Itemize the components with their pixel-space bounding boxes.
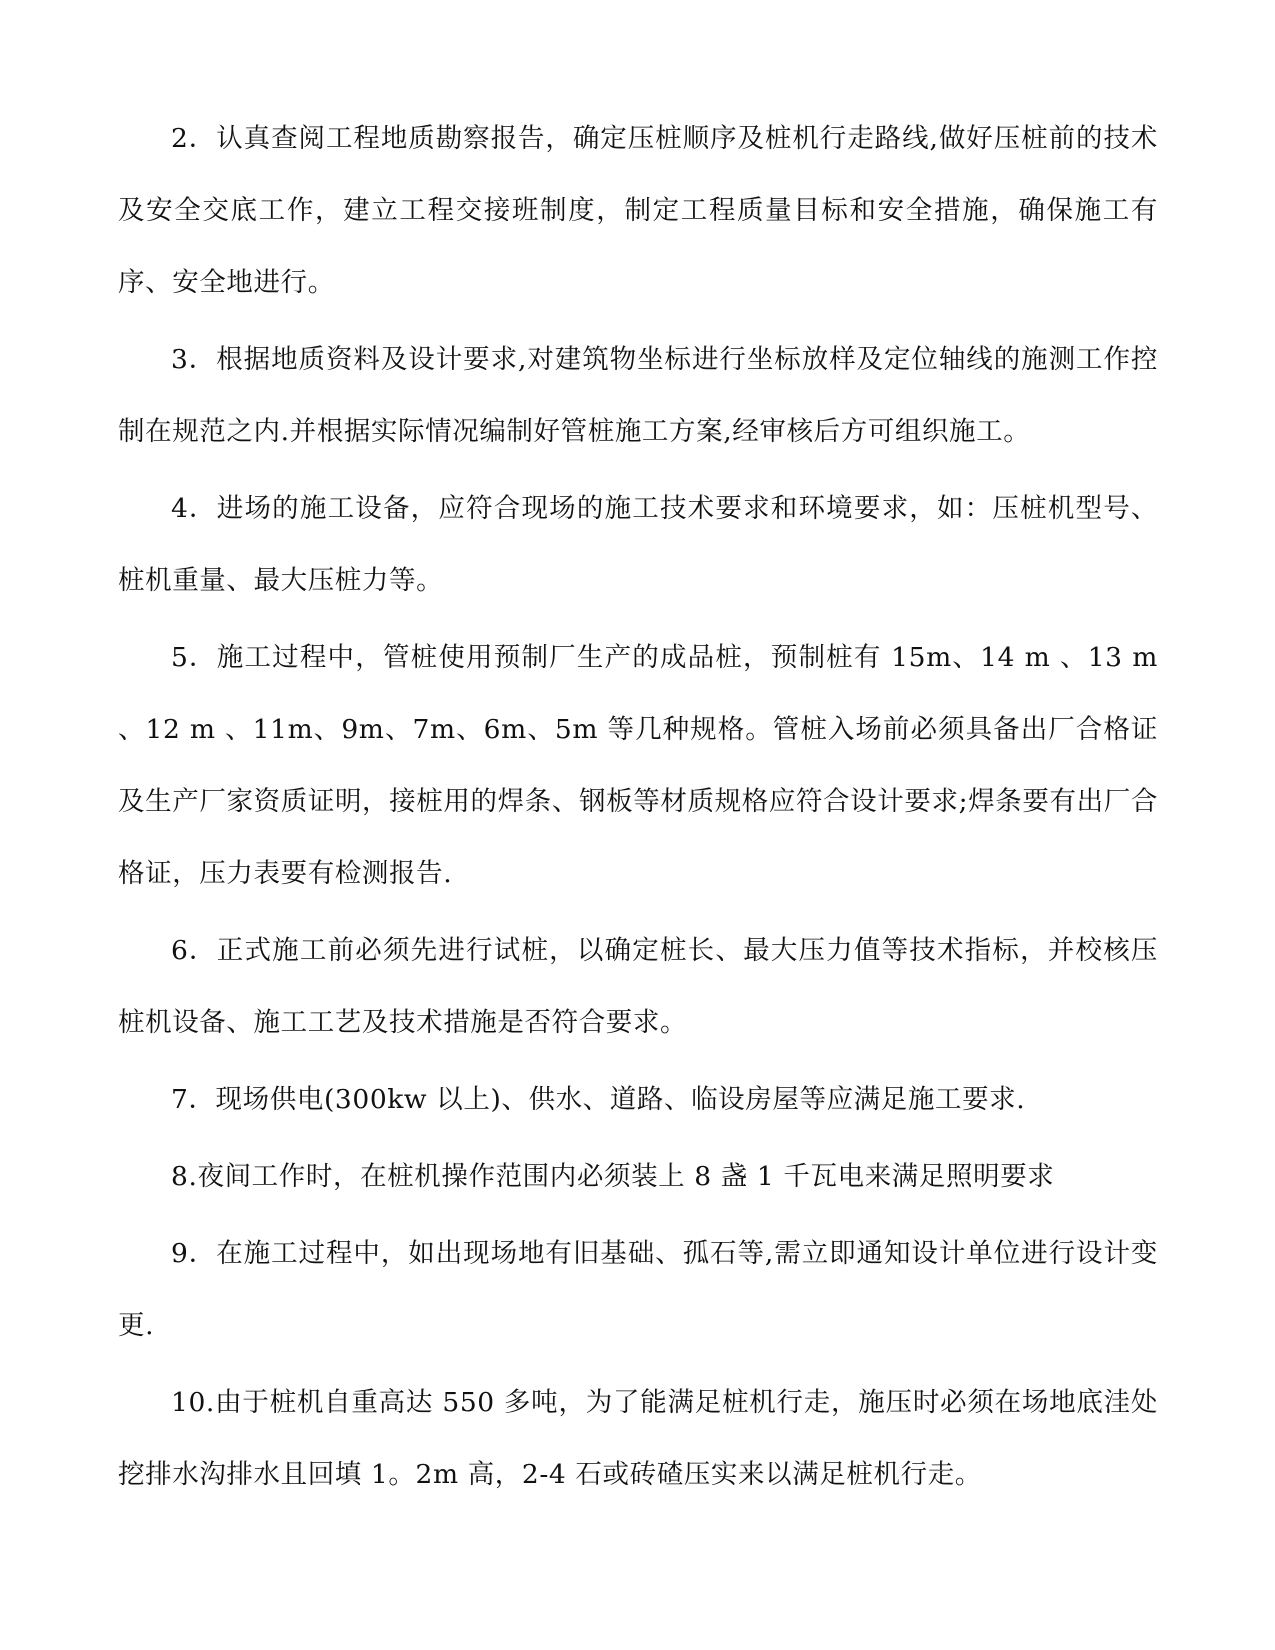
paragraph-8: 8.夜间工作时，在桩机操作范围内必须装上 8 盏 1 千瓦电来满足照明要求	[171, 1161, 1055, 1192]
paragraph-7: 7．现场供电(300kw 以上)、供水、道路、临设房屋等应满足施工要求.	[171, 1084, 1026, 1115]
paragraph-9: 9．在施工过程中，如出现场地有旧基础、孤石等,需立即通知设计单位进行设计变更.	[118, 1238, 1158, 1341]
document-body	[118, 103, 1158, 1516]
paragraph-10: 10.由于桩机自重高达 550 多吨，为了能满足桩机行走，施压时必须在场地底洼处挖排水沟排水且回填 1。2m 高，2-4 石或砖碴压实来以满足桩机行走。	[118, 1387, 1158, 1490]
paragraph-2: 2．认真查阅工程地质勘察报告，确定压桩顺序及桩机行走路线,做好压桩前的技术及安全交底工作，建立工程交接班制度，制定工程质量目标和安全措施，确保施工有序、安全地进行。	[118, 123, 1158, 298]
paragraph-5: 5．施工过程中，管桩使用预制厂生产的成品桩，预制桩有 15m、14 m 、13 m 、12 m 、11m、9m、7m、6m、5m 等几种规格。管桩入场前必须具备出厂合格证及生产厂家资质证明，接桩用的焊条、钢板等材质规格应符合设计要求;焊条要有出厂合格证，压力表要有检测报告.	[118, 642, 1158, 889]
paragraph-3: 3．根据地质资料及设计要求,对建筑物坐标进行坐标放样及定位轴线的施测工作控制在规范之内.并根据实际情况编制好管桩施工方案,经审核后方可组织施工。	[118, 344, 1158, 447]
paragraph-6: 6．正式施工前必须先进行试桩，以确定桩长、最大压力值等技术指标，并校核压桩机设备、施工工艺及技术措施是否符合要求。	[118, 935, 1158, 1038]
paragraph-4: 4．进场的施工设备，应符合现场的施工技术要求和环境要求，如：压桩机型号、桩机重量、最大压桩力等。	[118, 493, 1158, 596]
